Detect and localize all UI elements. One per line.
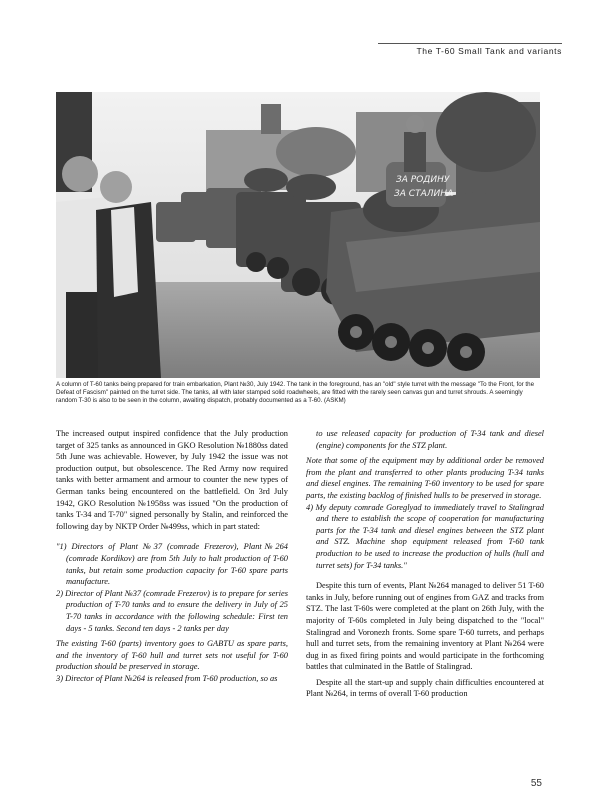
photo-caption: A column of T-60 tanks being prepared for train embarkation, Plant №30, July 1942. The tank in the foreground, has an "old" style turret with the message "To the Front, for the Defeat of Fascism" painted on the turret side. The tanks, all with later stamped solid roadwheels, are fitted with the rarely seen canvas gun and turret shrouds. A seemingly random T-30 is also to be seen in the column, awaiting dispatch, probably documented as a T-60. (ASKM) [56,381,535,404]
left-column [56,428,288,684]
tank-column-photo [56,92,540,378]
body-paragraph-3: Despite all the start-up and supply chain difficulties encountered at Plant №264, in terms of overall T-60 production [306,677,544,699]
order-item-1: "1) Directors of Plant №37 (comrade Frezerov), Plant№264 (comrade Kordikov) are from 5th July to halt production of T-60 tanks, but retain some production capacity for T-60 spare parts manufacture. [56,542,288,587]
order-item-2: 2) Director of Plant №37 (comrade Frezerov) is to prepare for series production of T-70 tanks and to ensure the delivery in July of 25 T-70 tanks in accordance with the following schedule: First ten days - 5 tanks. Second ten days - 2 tanks per day [56,588,288,633]
turret-slogan-line1: ЗА РОДИНУ [396,175,450,185]
order-note-2: Note that some of the equipment may by additional order be removed from the plant and transferred to other plants producing T-34 tanks and diesel engines. The remaining T-60 inventory to be used for spare parts, the existing backlog of finished hulls to be preserved in storage. [306,456,544,500]
body-paragraph-2: Despite this turn of events, Plant №264 managed to deliver 51 T-60 tanks in July, before running out of engines from GAZ and tracks from STZ. The last T-60s were completed at the plant on 26th July, with the majority of T-60s completed in July being dispatched to the "local" Stalingrad and Voronezh fronts. Some spare T-60 turrets, and perhaps hull and turret sets, from the remaining inventory at Plant №264 were dug in as fixed firing points and would participate in the forthcoming battles that culminated in the Battle of Stalingrad. [306,581,544,672]
header-rule [378,43,562,44]
order-note-1: The existing T-60 (parts) inventory goes to GABTU as spare parts, and the inventory of T-60 hull and turret sets not useful for T-60 production should be preserved in storage. [56,639,288,672]
page-number: 55 [530,778,542,789]
order-item-3: 3) Director of Plant №264 is released from T-60 production, so as [56,673,278,683]
order-item-4: 4) My deputy comrade Goreglyad to immediately travel to Stalingrad and there to establish the scope of cooperation for manufacturing parts for the T-34 tank and diesel engines between the STZ plant and STZ. Machine shop equipment released from T-60 tank production to be used to increase the production of hulls (hull and turret sets) for T-34 tanks." [306,502,544,570]
right-column [306,428,544,700]
order-item-3-continued: to use released capacity for production of T-34 tank and diesel (engine) components for the STZ plant. [316,429,544,450]
running-head: The T-60 Small Tank and variants [416,46,562,56]
body-paragraph-1: The increased output inspired confidence that the July production target of 325 tanks as announced in GKO Resolution №1880ss dated 5th June was achievable. However, by July 1942 the issue was not production output, but obsolescence. The Red Army now required tanks with better armament and armour to counter the new types of German tanks being encountered on the battlefield. On 3rd July 1942, GKO Resolution №1958ss was issued "On the production of tanks T-34 and T-70" signed personally by Stalin, and reinforced the following day by NKTP Order №499ss, which in part stated: [56,429,288,531]
turret-slogan-line2: ЗА СТАЛИНА [394,189,454,199]
